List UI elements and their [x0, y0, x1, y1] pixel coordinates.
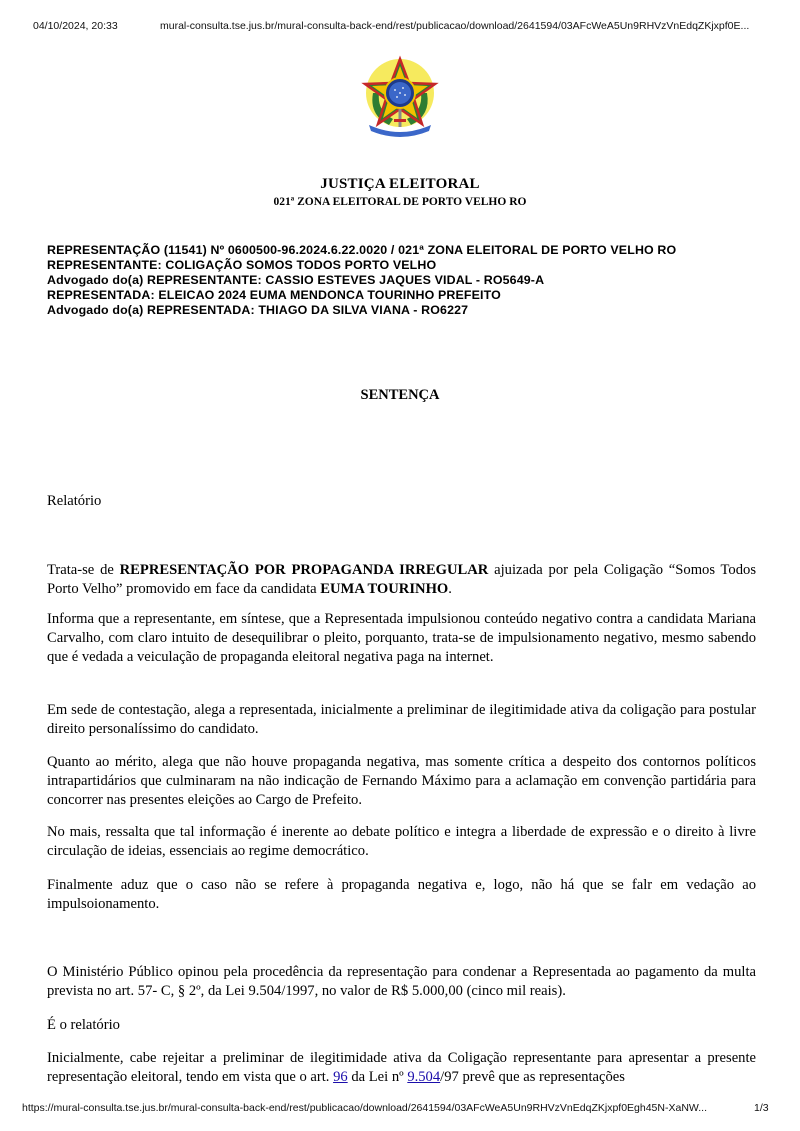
- representada-line: REPRESENTADA: ELEICAO 2024 EUMA MENDONCA TOURINHO PREFEITO: [47, 288, 501, 302]
- court-zone-subtitle: 021ª ZONA ELEITORAL DE PORTO VELHO RO: [273, 196, 527, 208]
- case-number-line: REPRESENTAÇÃO (11541) Nº 0600500-96.2024.6.22.0020 / 021ª ZONA ELEITORAL DE PORTO VELHO RO: [47, 243, 677, 257]
- paragraph-4-text: Quanto ao mérito, alega que não houve propaganda negativa, mas somente crítica a despeito dos contornos políticos intrapartidários que culminaram na não indicação de Fernando Máximo para a aclamação em convenção partidária para concorrer nas presentes eleições ao Cargo de Prefeito.: [47, 754, 756, 808]
- paragraph-9: [47, 1049, 756, 1087]
- case-info-block: [47, 243, 676, 318]
- p1-text-e: .: [448, 581, 452, 597]
- brazil-coat-of-arms-icon: [359, 53, 441, 139]
- paragraph-8-text: É o relatório: [47, 1017, 120, 1033]
- p9-text-c: /97 prevê que as representações: [440, 1069, 625, 1085]
- paragraph-2-text: Informa que a representante, em síntese, que a Representada impulsionou conteúdo negativo contra a candidata Mariana Carvalho, com claro intuito de desequilibrar o pleito, porquanto, trata-se de impulsionamento negativo, mesmo sabendo que é vedada a veiculação de propaganda eleitoral negativa paga na internet.: [47, 611, 756, 665]
- print-datetime: 04/10/2024, 20:33: [33, 20, 118, 32]
- paragraph-2: [47, 610, 756, 667]
- p1-bold-action-type: REPRESENTAÇÃO POR PROPAGANDA IRREGULAR: [119, 562, 489, 578]
- art-96-link[interactable]: 96: [333, 1069, 348, 1085]
- lei-9504-link[interactable]: 9.504: [407, 1069, 441, 1085]
- paragraph-7: [47, 963, 756, 1001]
- relatorio-heading: [47, 492, 756, 511]
- page-number: 1/3: [754, 1102, 769, 1114]
- representante-line: REPRESENTANTE: COLIGAÇÃO SOMOS TODOS PORTO VELHO: [47, 258, 437, 272]
- paragraph-7-text: O Ministério Público opinou pela procedência da representação para condenar a Representada ao pagamento da multa prevista no art. 57- C, § 2º, da Lei 9.504/1997, no valor de R$ 5.000,00 (cinco mil reais).: [47, 964, 756, 999]
- paragraph-3-text: Em sede de contestação, alega a representada, inicialmente a preliminar de ilegitimidade ativa da coligação para postular direito personalíssimo do candidato.: [47, 702, 756, 737]
- paragraph-6: [47, 876, 756, 914]
- representante-lawyer-line: Advogado do(a) REPRESENTANTE: CASSIO ESTEVES JAQUES VIDAL - RO5649-A: [47, 273, 545, 287]
- representada-lawyer-line: Advogado do(a) REPRESENTADA: THIAGO DA SILVA VIANA - RO6227: [47, 303, 469, 317]
- footer-url: https://mural-consulta.tse.jus.br/mural-consulta-back-end/rest/publicacao/download/2641594/03AFcWeA5Un9RHVzVnEdqZKjxpf0Egh45N-XaNW...: [22, 1102, 707, 1114]
- p1-text-c: ajuizada por pela Coligação “Somos Todos Porto Velho” promovido em face da candidata: [47, 562, 757, 597]
- p1-text-a: Trata-se de: [47, 562, 120, 578]
- p1-bold-candidate: EUMA TOURINHO: [320, 581, 449, 597]
- relatorio-heading-text: Relatório: [47, 493, 102, 509]
- paragraph-5-text: No mais, ressalta que tal informação é inerente ao debate político e integra a liberdade de expressão e o direito à livre circulação de ideias, essenciais ao regime democrático.: [47, 824, 756, 859]
- paragraph-8: [47, 1016, 756, 1035]
- p9-text-b: da Lei nº: [347, 1069, 408, 1085]
- p9-text-a: Inicialmente, cabe rejeitar a preliminar de ilegitimidade ativa da Coligação representante para apresentar a presente representação eleitoral, tendo em vista que o art.: [47, 1050, 756, 1085]
- paragraph-6-text: Finalmente aduz que o caso não se refere à propaganda negativa e, logo, não há que se falr em vedação ao impulsoionamento.: [47, 877, 756, 912]
- paragraph-5: [47, 823, 756, 861]
- court-title: JUSTIÇA ELEITORAL: [320, 176, 480, 192]
- document-title: SENTENÇA: [360, 387, 440, 403]
- paragraph-1: [47, 561, 756, 599]
- paragraph-3: [47, 701, 756, 739]
- print-url: mural-consulta.tse.jus.br/mural-consulta-back-end/rest/publicacao/download/2641594/03AFcWeA5Un9RHVzVnEdqZKjxpf0E...: [160, 20, 750, 32]
- paragraph-4: [47, 753, 756, 810]
